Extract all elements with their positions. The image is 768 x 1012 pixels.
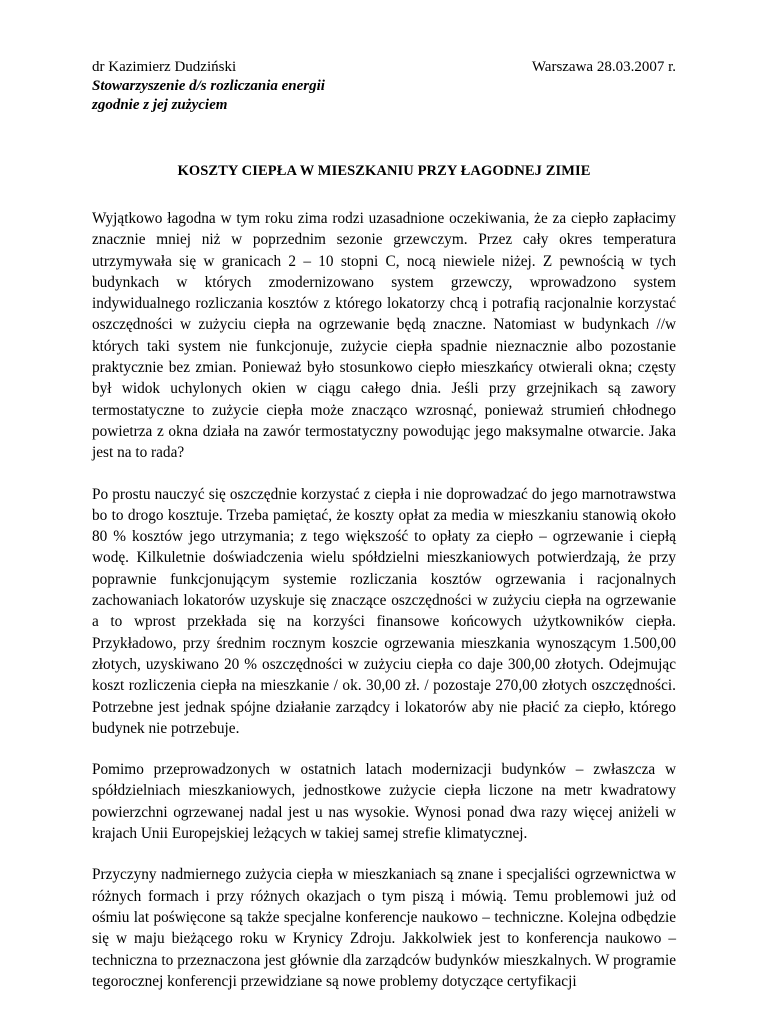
author-block bbox=[92, 58, 325, 115]
paragraph-1: Wyjątkowo łagodna w tym roku zima rodzi uzasadnione oczekiwania, że za ciepło zapłacimy znacznie mniej niż w poprzednim sezonie grzewczym. Przez cały okres temperatura utrzymywała się w granicach 2 – 10 stopni C, nocą niewiele niżej. Z pewnością w tych budynkach w których zmodernizowano system grzewczy, wprowadzono system indywidualnego rozliczania kosztów z którego lokatorzy chcą i potrafią racjonalnie korzystać oszczędności w zużyciu ciepła na ogrzewanie będą znaczne. Natomiast w budynkach //w których taki system nie funkcjonuje, zużycie ciepła spadnie nieznacznie albo pozostanie praktycznie bez zmian. Ponieważ było stosunkowo ciepło mieszkańcy otwierali okna; częsty był widok uchylonych okien w ciągu całego dnia. Jeśli przy grzejnikach są zawory termostatyczne to zużycie ciepła może znacząco wzrosnąć, ponieważ strumień chłodnego powietrza z okna działa na zawór termostatyczny powodując jego maksymalne otwarcie. Jaka jest na to rada? bbox=[92, 210, 676, 462]
organization-line-1: Stowarzyszenie d/s rozliczania energii bbox=[92, 78, 325, 94]
author-name: dr Kazimierz Dudziński bbox=[92, 59, 237, 75]
letter-header bbox=[92, 58, 676, 138]
paragraph-3: Pomimo przeprowadzonych w ostatnich latach modernizacji budynków – zwłaszcza w spółdzielniach mieszkaniowych, jednostkowe zużycie ciepła liczone na metr kwadratowy powierzchni ogrzewanej nadal jest u nas wysokie. Wynosi ponad dwa razy więcej aniżeli w krajach Unii Europejskiej leżących w takiej samej strefie klimatycznej. bbox=[92, 761, 676, 843]
document-title: KOSZTY CIEPŁA W MIESZKANIU PRZY ŁAGODNEJ ZIMIE bbox=[177, 163, 591, 179]
paragraph-2: Po prostu nauczyć się oszczędnie korzystać z ciepła i nie doprowadzać do jego marnotrawstwa bo to drogo kosztuje. Trzeba pamiętać, że koszty opłat za media w mieszkaniu stanowią około 80 % kosztów jego utrzymania; z tego większość to opłaty za ciepło – ogrzewanie i ciepłą wodę. Kilkuletnie doświadczenia wielu spółdzielni mieszkaniowych potwierdzają, że przy poprawnie funkcjonującym systemie rozliczania kosztów ogrzewania i racjonalnych zachowaniach lokatorów uzyskuje się znaczące oszczędności w zużyciu ciepła na ogrzewanie a to wprost przekłada się na korzyści finansowe końcowych użytkowników ciepła. Przykładowo, przy średnim rocznym koszcie ogrzewania mieszkania wynoszącym 1.500,00 złotych, uzyskiwano 20 % oszczędności w zużyciu ciepła co daje 300,00 złotych. Odejmując koszt rozliczenia ciepła na mieszkanie / ok. 30,00 zł. / pozostaje 270,00 złotych oszczędności. Potrzebne jest jednak spójne działanie zarządcy i lokatorów aby nie płacić za ciepło, którego budynek nie potrzebuje. bbox=[92, 485, 676, 737]
place-and-date: Warszawa 28.03.2007 r. bbox=[531, 59, 676, 75]
paragraph-4: Przyczyny nadmiernego zużycia ciepła w mieszkaniach są znane i specjaliści ogrzewnictwa w różnych formach i przy różnych okazjach o tym piszą i mówią. Temu problemowi już od ośmiu lat poświęcone są także specjalne konferencje naukowo – techniczne. Kolejna odbędzie się w maju bieżącego roku w Krynicy Zdroju. Jakkolwiek jest to konferencja naukowo – techniczna to przeznaczona jest głównie dla zarządców budynków mieszkalnych. W programie tegorocznej konferencji przewidziane są nowe problemy dotyczące certyfikacji bbox=[92, 866, 676, 990]
document-body bbox=[92, 208, 676, 1012]
organization-line-2: zgodnie z jej zużyciem bbox=[92, 97, 228, 113]
